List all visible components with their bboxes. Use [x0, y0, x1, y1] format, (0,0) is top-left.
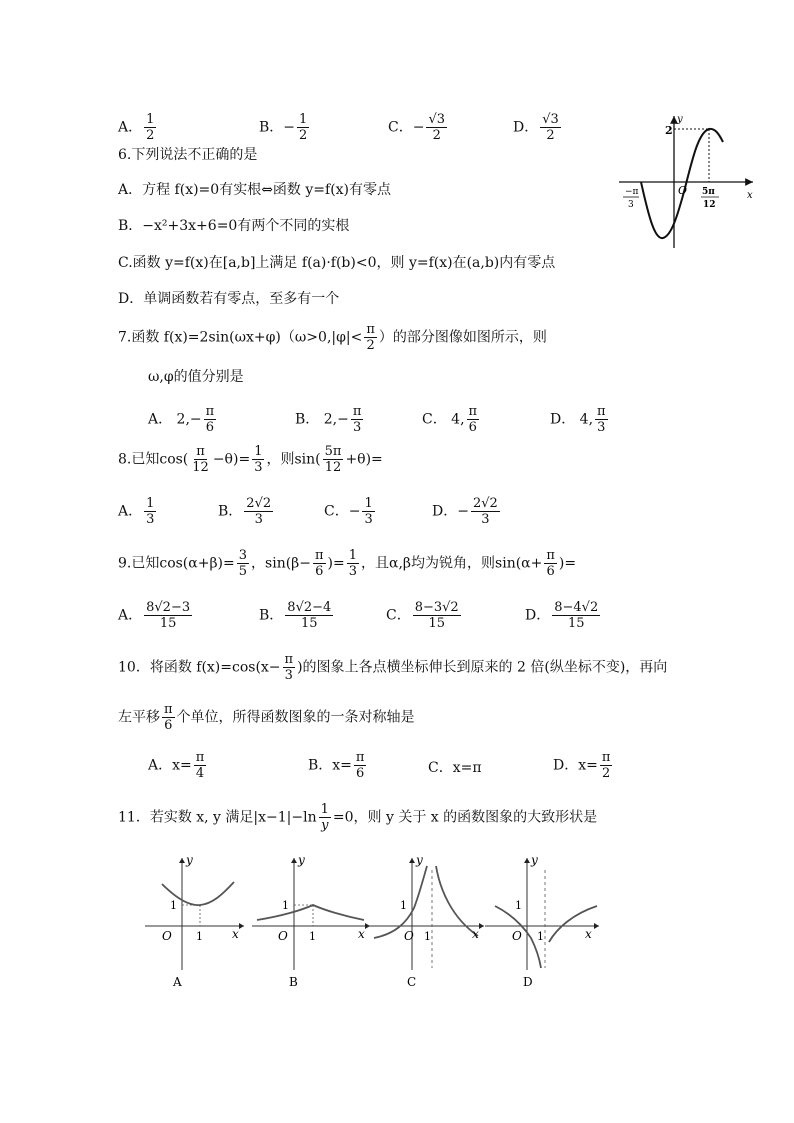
q11-graph-a [145, 853, 244, 989]
q9-stem [118, 548, 576, 579]
y-max-label: 2 [665, 124, 673, 137]
denominator: 3 [348, 564, 358, 579]
q8-options [118, 496, 578, 536]
denominator: 5 [238, 564, 248, 579]
right-tick-den: 12 [703, 200, 716, 210]
q7-stem [118, 322, 547, 353]
numerator: 1 [348, 548, 358, 563]
stem-text: ，则sin( [266, 451, 321, 468]
graph-label: D [523, 975, 533, 989]
numerator: 8−3√2 [414, 600, 459, 615]
q7-option-c [422, 404, 481, 435]
denominator: 15 [159, 616, 177, 631]
denominator: 3 [352, 420, 362, 435]
numerator: π [355, 750, 365, 765]
option-label: B． [259, 607, 284, 624]
denominator: 6 [356, 766, 365, 781]
stem-text: ，sin(β− [251, 555, 311, 572]
denominator: 12 [324, 460, 342, 475]
option-label: A．x= [148, 757, 192, 774]
stem-text: 个单位，所得函数图象的一条对称轴是 [176, 709, 415, 726]
option-label: D．x= [553, 757, 598, 774]
option-label: C． [386, 607, 411, 624]
sign: − [283, 119, 296, 136]
numerator: 8√2−3 [146, 600, 191, 615]
q7-options [148, 404, 618, 440]
denominator: 6 [205, 420, 215, 435]
graph-label: C [407, 975, 417, 989]
numerator: 8√2−4 [287, 600, 332, 615]
origin: O [278, 929, 288, 943]
stem-text: 10．将函数 f(x)=cos(x− [118, 659, 281, 676]
q7-option-d [550, 404, 610, 435]
q11-graph-c [370, 853, 484, 989]
one-x: 1 [537, 930, 544, 943]
q5-option-b [259, 112, 311, 143]
q10-option-c: C．x=π [428, 760, 482, 776]
numerator: π [164, 702, 173, 717]
numerator: 1 [320, 802, 329, 817]
numerator: 1 [146, 112, 155, 127]
q8-stem [118, 444, 383, 475]
option-label: C． [388, 119, 413, 136]
numerator: π [546, 548, 555, 563]
one-x: 1 [196, 930, 203, 943]
numerator: π [468, 404, 478, 419]
numerator: π [366, 322, 375, 337]
y-label: y [298, 853, 305, 867]
denominator: y [321, 818, 329, 833]
denominator: 2 [366, 338, 375, 353]
option-label: C．− [324, 503, 361, 520]
stem-text: −θ)= [212, 451, 251, 468]
denominator: 6 [546, 564, 555, 579]
origin-label: O [678, 184, 688, 197]
denominator: 2 [146, 128, 155, 143]
numerator: π [601, 750, 611, 765]
stem-text: =0，则 y 关于 x 的函数图象的大致形状是 [332, 809, 598, 826]
denominator: 6 [468, 420, 477, 435]
option-label: C． 4, [422, 411, 465, 428]
q5-option-d [513, 112, 563, 143]
origin: O [162, 929, 172, 943]
stem-text: )= [327, 555, 345, 572]
stem-text: 7.函数 f(x)=2sin(ωx+φ)（ω>0,|φ|< [118, 329, 363, 346]
stem-text: ，且α,β均为锐角，则sin(α+ [361, 555, 543, 572]
option-label: B． 2,− [295, 411, 349, 428]
denominator: 3 [364, 512, 373, 527]
q7-stem-2: ω,φ的值分别是 [148, 369, 244, 385]
denominator: 2 [546, 128, 555, 143]
option-label: B． [218, 503, 243, 520]
left-tick-num: −π [625, 187, 639, 197]
q10-option-a [148, 750, 208, 781]
denominator: 3 [146, 512, 155, 527]
q5-option-c [388, 112, 449, 143]
denominator: 15 [567, 616, 585, 631]
numerator: √3 [542, 112, 559, 127]
q9-option-d [525, 600, 602, 631]
numerator: π [315, 548, 324, 563]
numerator: 1 [146, 496, 155, 511]
curve [257, 905, 364, 920]
q8-option-d [432, 496, 502, 527]
numerator: 2√2 [246, 496, 272, 511]
stem-text: ）的部分图像如图所示，则 [378, 329, 547, 346]
option-label: D． 4, [550, 411, 594, 428]
y-axis-label: y [677, 114, 683, 125]
graph-label: A [173, 975, 182, 989]
x-axis-label: x [747, 190, 753, 201]
denominator: 2 [432, 128, 441, 143]
numerator: π [195, 750, 205, 765]
q6-option-a: A．方程 f(x)=0有实根⇔函数 y=f(x)有零点 [118, 182, 392, 198]
numerator: 8−4√2 [554, 600, 599, 615]
option-label: B． [259, 119, 284, 136]
x-label: x [585, 927, 592, 941]
numerator: 3 [238, 548, 248, 563]
option-label: D． [513, 119, 539, 136]
stem-text: )的图象上各点横坐标伸长到原来的 2 倍(纵坐标不变)，再向 [297, 659, 668, 676]
q9-option-a [118, 600, 194, 631]
q10-stem [118, 652, 667, 683]
q6-option-d: D．单调函数若有零点，至多有一个 [118, 291, 340, 307]
x-label: x [232, 927, 239, 941]
q9-option-b [259, 600, 335, 631]
option-label: A． [118, 503, 143, 520]
stem-text: 9.已知cos(α+β)= [118, 555, 235, 572]
numerator: 5π [324, 444, 342, 459]
numerator: π [352, 404, 362, 419]
denominator: 4 [195, 766, 205, 781]
q9-option-c [386, 600, 463, 631]
x-label: x [358, 927, 365, 941]
q6-stem: 6.下列说法不正确的是 [118, 147, 258, 163]
y-label: y [416, 853, 423, 867]
q5-option-a [118, 112, 158, 143]
denominator: 12 [192, 460, 209, 475]
denominator: 15 [428, 616, 445, 631]
stem-text: 左平移 [118, 709, 160, 726]
option-label: B．x= [308, 757, 352, 774]
stem-text: 8.已知cos( [118, 451, 189, 468]
q11-stem [118, 802, 597, 833]
one-y: 1 [170, 899, 177, 912]
q11-graph-d [485, 853, 599, 989]
stem-text: 11．若实数 x, y 满足|x−1|−ln [118, 809, 317, 826]
y-label: y [186, 853, 193, 867]
q7-option-b [295, 404, 365, 435]
denominator: 2 [299, 128, 308, 143]
q7-option-a [148, 404, 218, 435]
denominator: 3 [597, 420, 606, 435]
option-label: A． 2,− [148, 411, 202, 428]
numerator: 1 [254, 444, 263, 459]
numerator: 1 [364, 496, 373, 511]
denominator: 2 [601, 766, 611, 781]
option-label: A． [118, 119, 143, 136]
denominator: 3 [254, 512, 263, 527]
denominator: 6 [315, 564, 324, 579]
q11-graph-b [252, 853, 370, 989]
option-label: D．− [432, 503, 469, 520]
numerator: π [196, 444, 205, 459]
denominator: 6 [164, 718, 173, 733]
graph-label: B [289, 975, 298, 989]
numerator: π [284, 652, 294, 667]
q7-sine-graph [615, 110, 765, 250]
q11-graphs [140, 850, 620, 1000]
right-tick-num: 5π [702, 187, 715, 197]
one-y: 1 [282, 899, 289, 912]
q8-option-b [218, 496, 275, 527]
option-label: D． [525, 607, 551, 624]
one-y: 1 [400, 899, 407, 912]
left-tick-den: 3 [628, 200, 634, 210]
one-x: 1 [309, 930, 316, 943]
q8-option-c [324, 496, 377, 527]
q10-stem-2 [118, 702, 415, 733]
q6-option-c: C.函数 y=f(x)在[a,b]上满足 f(a)·f(b)<0，则 y=f(x)在(a,b)内有零点 [118, 255, 556, 271]
q9-options [118, 600, 618, 640]
origin: O [512, 929, 522, 943]
numerator: π [597, 404, 606, 419]
q8-option-a [118, 496, 158, 527]
numerator: 1 [299, 112, 308, 127]
one-y: 1 [515, 899, 522, 912]
stem-text: +θ)= [345, 451, 383, 468]
sign: − [412, 119, 425, 136]
q10-option-d [553, 750, 614, 781]
q5-options [118, 104, 578, 143]
denominator: 3 [481, 512, 490, 527]
denominator: 15 [301, 616, 318, 631]
q10-option-b [308, 750, 368, 781]
denominator: 3 [254, 460, 263, 475]
denominator: 3 [284, 668, 293, 683]
origin: O [404, 929, 414, 943]
numerator: 2√2 [472, 496, 498, 511]
stem-text: )= [558, 555, 577, 572]
numerator: π [205, 404, 215, 419]
q10-options [148, 750, 628, 790]
q6-option-b: B．−x²+3x+6=0有两个不同的实根 [118, 218, 350, 234]
option-label: A． [118, 607, 143, 624]
y-label: y [531, 853, 538, 867]
one-x: 1 [424, 930, 431, 943]
numerator: √3 [428, 112, 446, 127]
x-label: x [472, 927, 479, 941]
